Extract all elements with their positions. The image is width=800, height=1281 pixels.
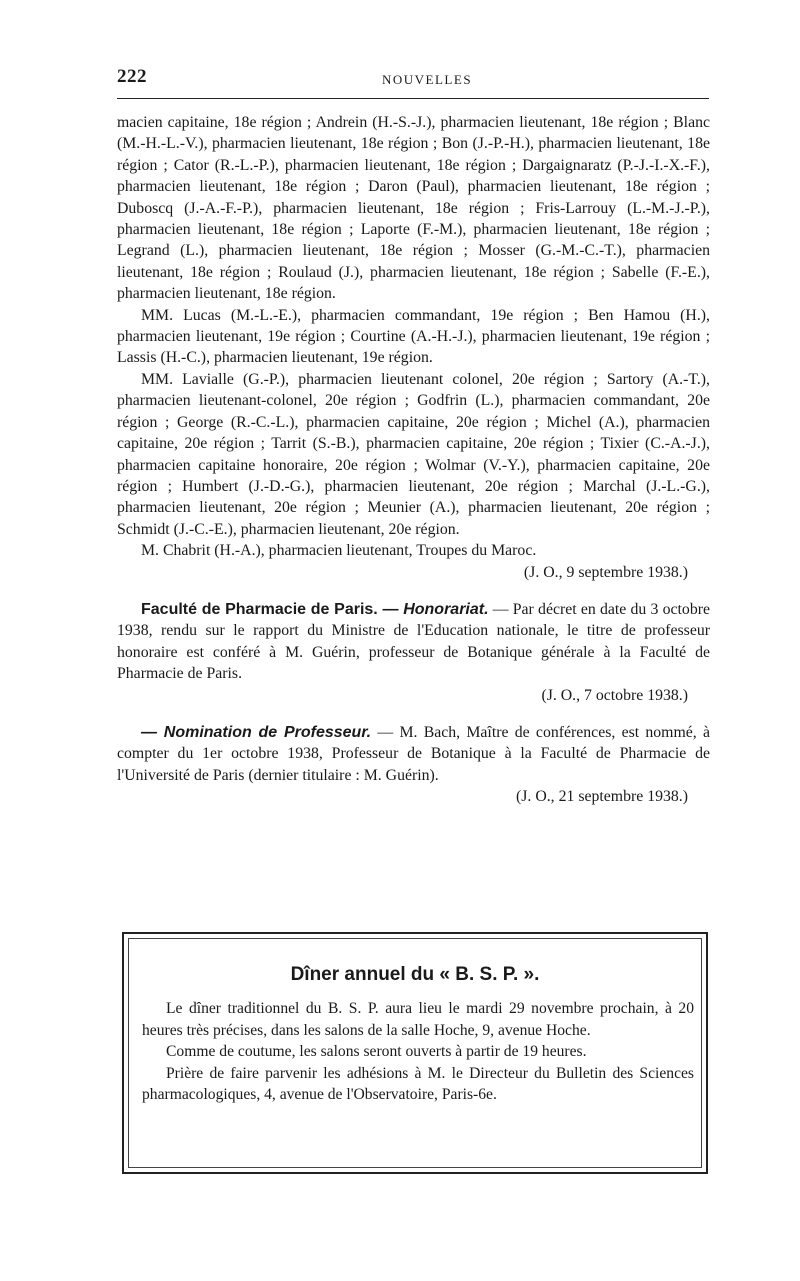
diner-paragraph-3: Prière de faire parvenir les adhésions à M. le Directeur du Bulletin des Sciences pharmacologiques, 4, avenue de l'Observatoire, Paris-6e. <box>142 1064 694 1104</box>
honorariat-subtitle: Honorariat. <box>403 600 489 618</box>
nominations-20e-paragraph: MM. Lavialle (G.-P.), pharmacien lieutenant colonel, 20e région ; Sartory (A.-T.), pharmacien lieutenant-colonel, 20e région ; Godfrin (L.), pharmacien commandant, 20e région ; George (R.-C.-L.), pharmacien capitaine, 20e région ; Michel (A.), pharmacien capitaine, 20e région ; Tarrit (S.-B.), pharmacien capitaine, 20e région ; Tixier (C.-A.-J.), pharmacien capitaine honoraire, 20e région ; Wolmar (V.-Y.), pharmacien capitaine, 20e région ; Humbert (J.-D.-G.), pharmacien lieutenant, 20e région ; Marchal (J.-L.-G.), pharmacien lieutenant, 20e région ; Meunier (A.), pharmacien lieutenant, 20e région ; Schmidt (J.-C.-E.), pharmacien lieutenant, 20e région. <box>117 370 710 538</box>
nominations-maroc-paragraph: M. Chabrit (H.-A.), pharmacien lieutenant, Troupes du Maroc. <box>141 542 537 560</box>
nomination-professeur-reference: (J. O., 21 septembre 1938.) <box>516 788 688 806</box>
honorariat-title: Faculté de Pharmacie de Paris. <box>141 600 378 618</box>
nominations-reference: (J. O., 9 septembre 1938.) <box>523 563 688 581</box>
nomination-professeur-text: — M. Bach, Maître de conférences, est nommé, à compter du 1er octobre 1938, Professeur de Botanique à la Faculté de Pharmacie de l'Université de Paris (dernier titulaire : M. Guérin). <box>117 723 710 784</box>
nominations-19e-paragraph: MM. Lucas (M.-L.-E.), pharmacien commandant, 19e région ; Ben Hamou (H.), pharmacien lieutenant, 19e région ; Courtine (A.-H.-J.), pharmacien lieutenant, 19e région ; Lassis (H.-C.), pharmacien lieutenant, 19e région. <box>117 306 710 367</box>
diner-announcement-box <box>122 932 708 1174</box>
honorariat-dash: — <box>377 600 404 618</box>
article-body <box>117 112 710 808</box>
diner-title: Dîner annuel du « B. S. P. ». <box>290 964 540 985</box>
diner-paragraph-1: Le dîner traditionnel du B. S. P. aura lieu le mardi 29 novembre prochain, à 20 heures très précises, dans les salons de la salle Hoche, 9, avenue Hoche. <box>142 1000 694 1039</box>
honorariat-reference: (J. O., 7 octobre 1938.) <box>541 686 688 704</box>
nomination-professeur-subtitle: — Nomination de Professeur. <box>141 723 372 741</box>
header-rule <box>117 98 709 99</box>
running-title: NOUVELLES <box>382 72 473 87</box>
diner-paragraph-2: Comme de coutume, les salons seront ouverts à partir de 19 heures. <box>166 1043 587 1061</box>
page-number: 222 <box>117 66 147 87</box>
honorariat-text: — Par décret en date du 3 octobre 1938, rendu sur le rapport du Ministre de l'Education nationale, le titre de professeur honoraire est conféré à M. Guérin, professeur de Botanique générale à la Faculté de Pharmacie de Paris. <box>117 600 710 683</box>
diner-body <box>142 998 694 1106</box>
page-header <box>117 66 709 96</box>
nominations-18e-paragraph: macien capitaine, 18e région ; Andrein (H.-S.-J.), pharmacien lieutenant, 18e région ; Blanc (M.-H.-L.-V.), pharmacien lieutenant, 18e région ; Bon (J.-P.-H.), pharmacien lieutenant, 18e région ; Cator (R.-L.-P.), pharmacien lieutenant, 18e région ; Dargaignaratz (P.-J.-I.-X.-F.), pharmacien lieutenant, 18e région ; Daron (Paul), pharmacien lieutenant, 18e région ; Duboscq (J.-A.-F.-P.), pharmacien lieutenant, 18e région ; Fris-Larrouy (L.-M.-J.-P.), pharmacien lieutenant, 18e région ; Laporte (F.-M.), pharmacien lieutenant, 18e région ; Legrand (L.), pharmacien lieutenant, 18e région ; Mosser (G.-M.-C.-T.), pharmacien lieutenant, 18e région ; Roulaud (J.), pharmacien lieutenant, 18e région ; Sabelle (F.-E.), pharmacien lieutenant, 18e région. <box>117 114 710 303</box>
nomination-professeur-section <box>117 722 710 786</box>
honorariat-section <box>117 599 710 685</box>
